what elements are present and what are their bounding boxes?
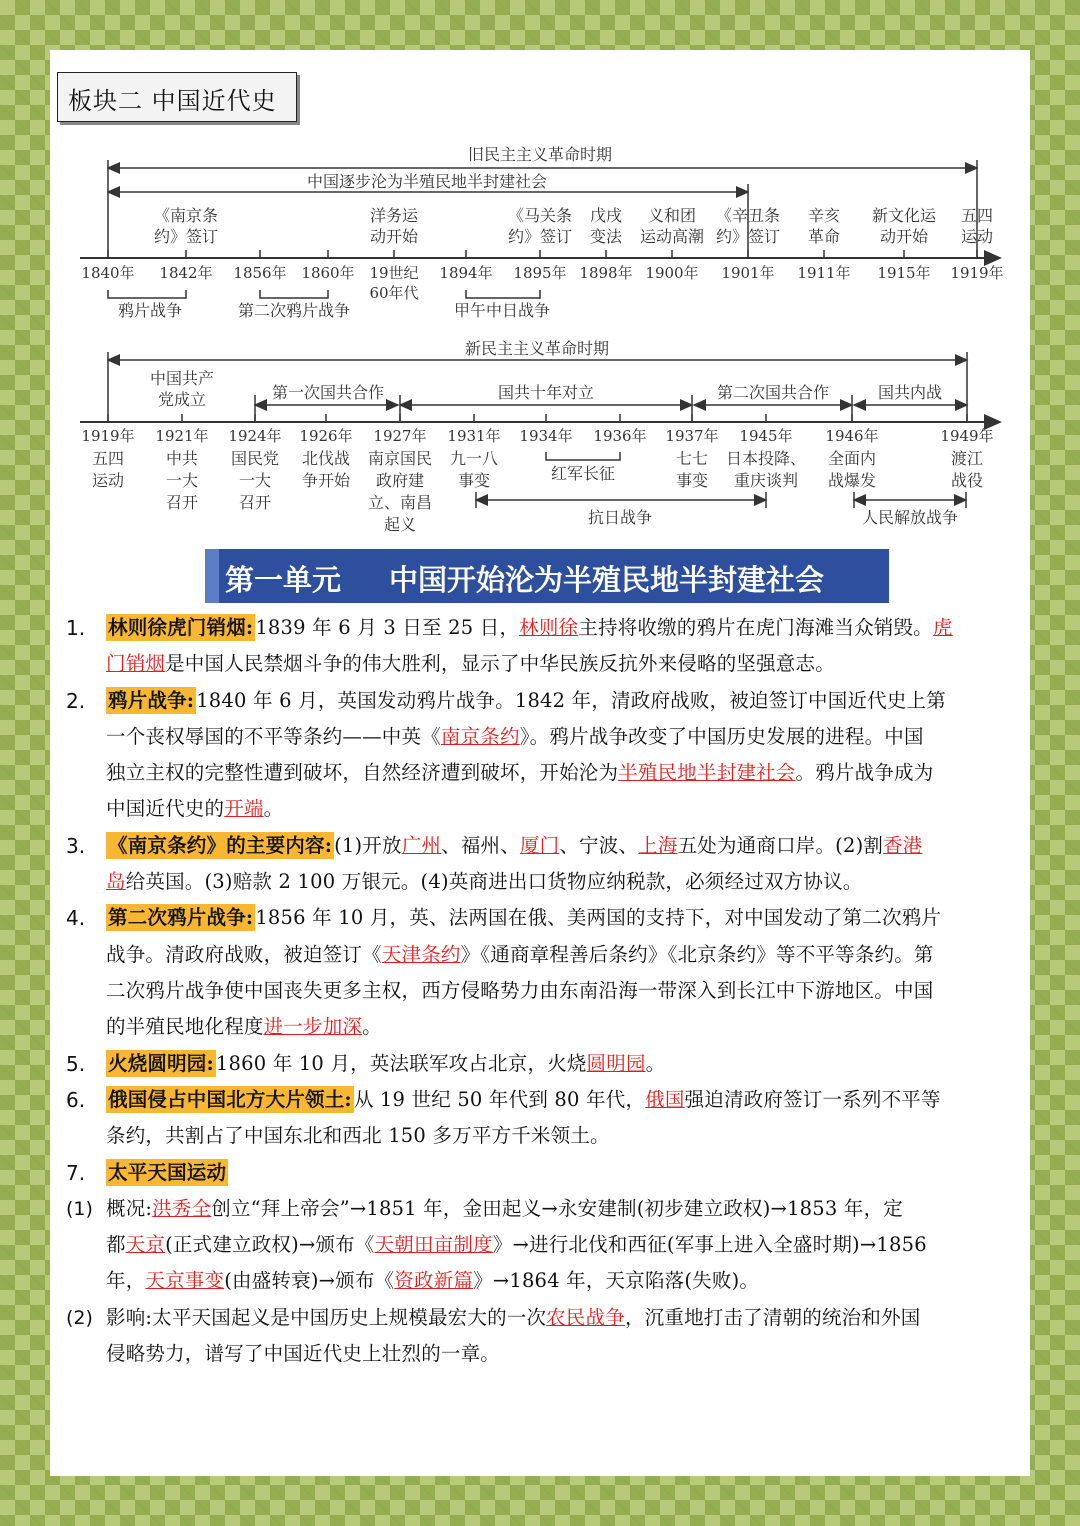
text-segment: 强迫清政府签订一系列不平等 <box>684 1087 941 1111</box>
new-phase-label: 第二次国共合作 <box>716 383 830 402</box>
new-year-label: 1926年 <box>299 427 353 445</box>
item-line <box>106 900 941 936</box>
key-term: 俄国 <box>645 1087 685 1111</box>
key-term: 天津条约 <box>381 942 461 966</box>
new-year-label: 1934年 <box>519 427 573 445</box>
item-line <box>106 1191 903 1227</box>
new-event-label: 争开始 <box>301 471 351 490</box>
new-event-label: 七七 <box>675 449 709 468</box>
item-number: 6. <box>66 1087 86 1112</box>
item-number: (1) <box>66 1197 93 1220</box>
text-segment: 、福州、 <box>441 833 520 857</box>
new-event-label: 召开 <box>165 493 199 512</box>
new-event-label: 北伐战 <box>301 449 351 468</box>
old-event-label: 动开始 <box>879 227 929 246</box>
old-event-label: 戊戌 <box>589 206 623 225</box>
new-event-label: 国民党 <box>230 449 280 468</box>
item-number: 3. <box>66 833 86 858</box>
old-event-label: 《南京条 <box>153 206 219 225</box>
item-line <box>106 683 946 719</box>
key-term: 虎 <box>932 616 953 639</box>
key-term: 资政新篇 <box>394 1269 474 1293</box>
new-period-label: 新民主主义革命时期 <box>464 339 610 358</box>
text-segment: 》。鸦片战争改变了中国历史发展的进程。中国 <box>519 724 924 748</box>
old-event-label: 《辛丑条 <box>715 206 781 225</box>
old-year-label: 1842年 <box>159 264 213 282</box>
highlight-heading: 俄国侵占中国北方大片领土: <box>108 1087 352 1111</box>
highlight-heading: 《南京条约》的主要内容: <box>108 833 333 857</box>
old-year-label: 1915年 <box>877 264 931 282</box>
new-year-label: 1945年 <box>739 427 793 445</box>
new-year-label: 1946年 <box>825 427 879 445</box>
item-line <box>106 1300 921 1336</box>
highlight-heading: 火烧圆明园: <box>108 1051 214 1075</box>
key-term: 开端 <box>224 797 264 821</box>
anti-japanese-war-label: 抗日战争 <box>587 508 653 527</box>
new-year-label: 1931年 <box>447 427 501 445</box>
old-event-label: 五四 <box>960 206 994 225</box>
new-event-label: 事变 <box>457 471 491 490</box>
old-year-label: 19世纪 <box>369 264 419 282</box>
new-event-label: 重庆谈判 <box>733 471 799 490</box>
new-event-label: 渡江 <box>950 449 984 468</box>
text-segment: 影响:太平天国起义是中国历史上规模最宏大的一次 <box>106 1305 547 1329</box>
key-term: 圆明园 <box>586 1051 646 1075</box>
item-number: 1. <box>66 616 86 640</box>
item-line <box>106 1118 610 1154</box>
text-segment: 二次鸦片战争使中国丧失更多主权，西方侵略势力由东南沿海一带深入到长江中下游地区。中国 <box>106 978 934 1002</box>
old-year-label: 60年代 <box>369 284 419 302</box>
old-event-label: 约》签订 <box>715 227 781 246</box>
item-line <box>106 973 933 1009</box>
text-segment: 都 <box>106 1233 126 1257</box>
key-term: 天京 <box>125 1233 166 1257</box>
old-war-label: 甲午中日战争 <box>453 301 551 320</box>
new-event-label: 召开 <box>238 493 272 512</box>
old-event-label: 义和团 <box>647 206 697 225</box>
old-year-label: 1860年 <box>301 264 355 282</box>
text-segment: ，沉重地打击了清朝的统治和外国 <box>624 1305 921 1329</box>
text-segment: 独立主权的完整性遭到破坏，自然经济遭到破坏，开始沦为 <box>106 761 619 785</box>
new-event-label: 运动 <box>91 471 125 490</box>
old-event-label: 动开始 <box>369 227 419 246</box>
new-year-label: 1921年 <box>155 427 209 445</box>
old-sub-period-label: 中国逐步沦为半殖民地半封建社会 <box>306 172 548 191</box>
unit-title-banner <box>205 549 889 603</box>
new-event-label: 南京国民 <box>367 449 433 468</box>
key-term: 半殖民地半封建社会 <box>618 761 796 785</box>
liberation-war-label: 人民解放战争 <box>861 508 959 527</box>
new-event-label: 事变 <box>675 471 709 490</box>
old-year-label: 1895年 <box>513 264 567 282</box>
highlight-heading: 太平天国运动 <box>108 1160 227 1184</box>
new-event-label: 立、南昌 <box>367 493 433 512</box>
key-term: 洪秀全 <box>152 1196 212 1220</box>
item-line <box>106 646 835 682</box>
highlight-heading: 林则徐虎门销烟: <box>108 616 254 639</box>
item-line <box>106 1155 228 1191</box>
old-event-label: 运动高潮 <box>639 227 705 246</box>
new-year-label: 1937年 <box>665 427 719 445</box>
text-segment: 五处为通商口岸。(2)割 <box>677 833 884 857</box>
text-segment: 1860 年 10 月，英法联军攻占北京，火烧 <box>215 1051 587 1075</box>
text-segment: 一个丧权辱国的不平等条约——中英《 <box>106 724 441 748</box>
new-event-label: 九一八 <box>449 449 499 468</box>
new-event-label: 战爆发 <box>827 471 877 490</box>
key-term: 南京条约 <box>440 724 520 748</box>
old-war-label: 鸦片战争 <box>117 301 183 320</box>
old-year-label: 1919年 <box>950 264 1004 282</box>
text-segment: 1840 年 6 月，英国发动鸦片战争。1842 年，清政府战败，被迫签订中国近代史上第 <box>196 688 946 712</box>
item-line <box>106 828 923 864</box>
text-segment: (1)开放 <box>334 833 402 857</box>
text-segment: 。 <box>362 1015 382 1039</box>
text-segment: 。鸦片战争成为 <box>795 761 934 785</box>
item-line <box>106 755 933 791</box>
old-year-label: 1901年 <box>721 264 775 282</box>
text-segment: 概况: <box>106 1196 153 1220</box>
item-number: (2) <box>66 1306 93 1329</box>
item-line <box>106 1263 759 1299</box>
section-tag-label: 板块二 中国近代史 <box>68 87 277 115</box>
text-segment: 。 <box>263 797 284 821</box>
old-event-label: 约》签订 <box>507 227 573 246</box>
old-year-label: 1856年 <box>233 264 287 282</box>
text-segment: 》→1864 年，天京陷落(失败)。 <box>473 1269 760 1293</box>
new-event-label: 一大 <box>165 471 199 490</box>
new-event-label: 起义 <box>383 515 417 534</box>
old-event-label: 约》签订 <box>153 227 219 246</box>
new-phase-label: 第一次国共合作 <box>271 383 385 402</box>
key-term: 上海 <box>638 833 678 857</box>
old-year-label: 1898年 <box>579 264 633 282</box>
text-segment: 创立“拜上帝会”→1851 年，金田起义→永安建制(初步建立政权)→1853 年，定 <box>211 1196 904 1220</box>
item-line <box>106 1009 382 1045</box>
old-period-label: 旧民主主义革命时期 <box>467 145 613 164</box>
key-term: 香港 <box>883 833 923 857</box>
item-line <box>106 1336 500 1372</box>
item-number: 2. <box>66 688 86 713</box>
new-event-label: 日本投降、 <box>725 449 807 468</box>
new-event-label: 战役 <box>950 471 984 490</box>
item-number: 7. <box>66 1160 86 1185</box>
new-event-label: 政府建 <box>375 471 425 490</box>
text-segment: 、宁波、 <box>559 833 639 857</box>
key-term: 天京事变 <box>145 1269 225 1293</box>
key-term: 天朝田亩制度 <box>374 1233 493 1257</box>
text-segment: 是中国人民禁烟斗争的伟大胜利，显示了中华民族反抗外来侵略的坚强意志。 <box>165 652 835 676</box>
new-event-label: 全面内 <box>827 449 877 468</box>
text-segment: 从 19 世纪 50 年代到 80 年代， <box>353 1087 646 1111</box>
new-year-label: 1924年 <box>228 427 282 445</box>
key-term: 广州 <box>401 833 442 857</box>
new-year-label: 1927年 <box>373 427 427 445</box>
text-segment: 。 <box>645 1051 666 1075</box>
old-year-label: 1894年 <box>439 264 493 282</box>
text-segment: 1839 年 6 月 3 日至 25 日， <box>255 616 520 639</box>
new-event-label: 中共 <box>165 449 199 468</box>
old-war-label: 第二次鸦片战争 <box>237 301 351 320</box>
item-number: 5. <box>66 1051 86 1076</box>
text-segment: 年， <box>106 1269 146 1293</box>
item-line <box>106 937 934 973</box>
highlight-heading: 第二次鸦片战争: <box>108 906 254 930</box>
new-founding-label: 中国共产 <box>149 369 215 388</box>
old-year-label: 1840年 <box>81 264 135 282</box>
new-year-label: 1949年 <box>940 427 994 445</box>
old-event-label: 辛亥 <box>807 206 841 225</box>
new-event-label: 五四 <box>91 449 125 468</box>
text-segment: (由盛转衰)→颁布《 <box>224 1269 395 1293</box>
item-line <box>106 1082 941 1118</box>
text-segment: 侵略势力，谱写了中国近代史上壮烈的一章。 <box>106 1341 501 1365</box>
key-term: 农民战争 <box>546 1305 625 1329</box>
text-segment: 》《通商章程善后条约》《北京条约》等不平等条约。第 <box>460 942 934 966</box>
text-segment: 》→进行北伐和西征(军事上进入全盛时期)→1856 <box>492 1233 927 1257</box>
key-term: 门销烟 <box>106 652 166 676</box>
new-event-label: 一大 <box>238 471 272 490</box>
text-segment: (正式建立政权)→颁布《 <box>165 1233 375 1257</box>
timeline-diagram <box>0 0 1080 545</box>
old-year-label: 1911年 <box>797 264 851 282</box>
unit-name: 中国开始沦为半殖民地半封建社会 <box>389 563 825 597</box>
old-event-label: 变法 <box>589 227 623 246</box>
key-term: 岛 <box>106 870 126 894</box>
text-segment: 条约，共割占了中国东北和西北 150 多万平方千米领土。 <box>106 1124 610 1148</box>
new-year-label: 1936年 <box>593 427 647 445</box>
item-line <box>106 719 924 755</box>
new-phase-label: 国共内战 <box>877 383 943 402</box>
new-phase-label: 国共十年对立 <box>497 383 595 402</box>
new-founding-label: 党成立 <box>157 390 207 409</box>
text-segment: 中国近代史的 <box>106 797 225 821</box>
key-term: 厦门 <box>519 833 560 857</box>
item-line <box>106 1046 665 1082</box>
text-segment: 1856 年 10 月，英、法两国在俄、美两国的支持下，对中国发动了第二次鸦片 <box>255 906 942 930</box>
item-line <box>106 1227 927 1263</box>
unit-number: 第一单元 <box>225 563 342 597</box>
item-number: 4. <box>66 906 86 931</box>
key-term: 进一步加深 <box>263 1015 363 1039</box>
item-line <box>106 610 953 646</box>
old-event-label: 运动 <box>960 227 994 246</box>
new-year-label: 1919年 <box>81 427 135 445</box>
text-segment: 战争。清政府战败，被迫签订《 <box>106 942 382 966</box>
highlight-heading: 鸦片战争: <box>108 688 195 712</box>
item-line <box>106 864 862 900</box>
old-event-label: 革命 <box>807 227 841 246</box>
key-term: 林则徐 <box>519 616 579 639</box>
text-segment: 给英国。(3)赔款 2 100 万银元。(4)英商进出口货物应纳税款，必须经过双方协议。 <box>125 870 863 894</box>
old-year-label: 1900年 <box>645 264 699 282</box>
text-segment: 的半殖民地化程度 <box>106 1015 264 1039</box>
text-segment: 主持将收缴的鸦片在虎门海滩当众销毁。 <box>578 616 933 639</box>
long-march-label: 红军长征 <box>550 464 616 483</box>
old-event-label: 《马关条 <box>507 206 573 225</box>
old-event-label: 洋务运 <box>369 206 419 225</box>
item-line <box>106 791 283 827</box>
old-event-label: 新文化运 <box>871 206 937 225</box>
